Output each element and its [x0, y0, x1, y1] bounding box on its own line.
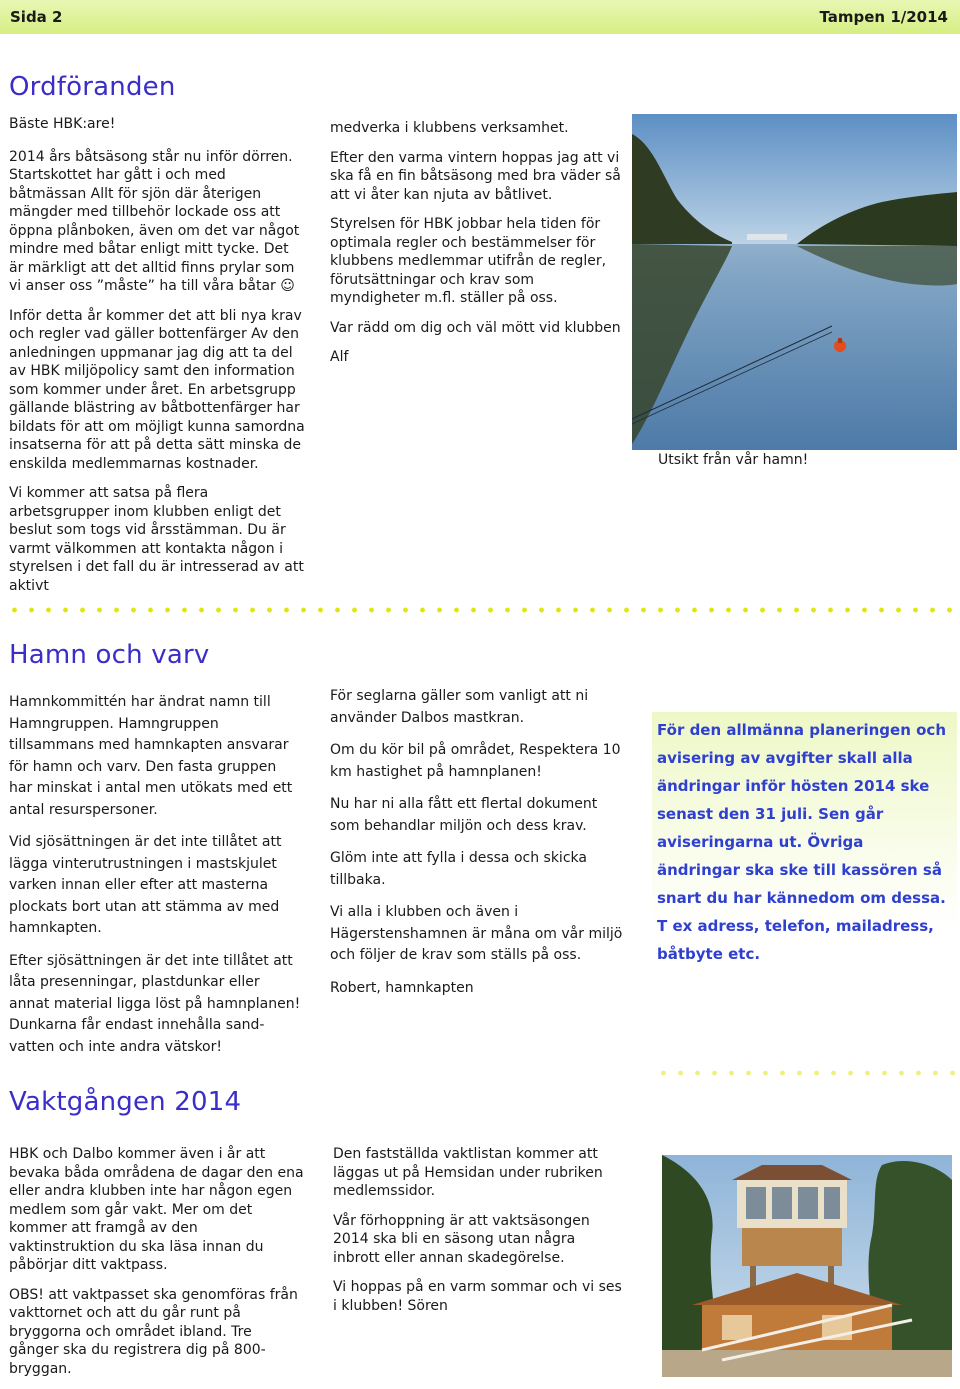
- section-title-ordforanden: Ordföranden: [9, 72, 176, 102]
- vakt-column-2: [333, 1145, 623, 1326]
- paragraph: Vi alla i klubben och även i Hägerstenshamnen är måna om vår miljö och följer de krav som ställs på oss.: [330, 904, 623, 963]
- hamn-column-2: [330, 686, 626, 1010]
- paragraph: Nu har ni alla fått ett flertal dokument som behandlar miljön och dess krav.: [330, 796, 598, 834]
- hamn-column-1: [9, 692, 303, 1069]
- dotted-divider: [6, 607, 958, 613]
- watchtower-photo: [662, 1155, 952, 1377]
- paragraph: Vid sjösättningen är det inte tillåtet att lägga vinterutrustningen i mastskjulet varken innan eller efter att masterna plockats bort utan att stämma av med hamnkapten.: [9, 834, 282, 936]
- issue-label: Tampen 1/2014: [819, 8, 948, 26]
- section-title-hamn: Hamn och varv: [9, 640, 210, 670]
- harbor-photo: [632, 114, 957, 450]
- vakt-column-1: [9, 1145, 305, 1389]
- paragraph: Var rädd om dig och väl mött vid klubben: [330, 319, 621, 336]
- paragraph: Efter sjösättningen är det inte tillåtet att låta presenningar, plastdunkar eller annat material ligga löst på hamnplanen! Dunkarna får endast innehålla sand-vatten och inte andra vätskor!: [9, 952, 301, 1055]
- ordforanden-column-1: [9, 115, 305, 606]
- signature: Robert, hamnkapten: [330, 979, 474, 996]
- signature: Alf: [330, 349, 349, 365]
- section-title-vakt: Vaktgången 2014: [9, 1087, 242, 1117]
- paragraph: Om du kör bil på området, Respektera 10 km hastighet på hamnplanen!: [330, 742, 621, 780]
- paragraph: Vi hoppas på en varm sommar och vi ses i klubben! Sören: [333, 1279, 622, 1314]
- paragraph: Inför detta år kommer det att bli nya krav och regler vad gäller bottenfärger Av den anledningen uppmanar jag dig att ta del av HBK miljöpolicy samt den information som kommer under året. En arbetsgrupp gällande blästring av båtbottenfärger har bildats för att om möjligt kunna samordna insatserna för att på detta sätt minska de enskilda medlemmarnas kostnader.: [9, 307, 305, 472]
- page-header: [0, 0, 960, 34]
- paragraph: 2014 års båtsäsong står nu inför dörren. Startskottet har gått i och med båtmässan Allt för sjön där återigen mängder med tillbehör lockade oss att öppna plånboken, även om det var något mindre med båtar enligt mitt tycke. Det är märkligt att det alltid finns prylar som vi anser oss ”måste” ha till våra båtar ☺: [9, 148, 300, 294]
- paragraph: Den fastställda vaktlistan kommer att läggas ut på Hemsidan under rubriken medlemssidor.: [333, 1146, 603, 1199]
- ordforanden-column-2: [330, 119, 625, 378]
- callout-text: För den allmänna planeringen och avisering av avgifter skall alla ändringar inför hösten 2014 ske senast den 31 juli. Sen går aviseringarna ut. Övriga ändringar ska ske till kassören så snart du har kännedom om dessa. T ex adress, telefon, mailadress, båtbyte etc.: [657, 721, 946, 963]
- paragraph: Hamnkommittén har ändrat namn till Hamngruppen. Hamngruppen tillsammans med hamnkapten ansvarar för hamn och varv. Den fasta gruppen har minskat i antal men utökats med ett antal resurspersoner.: [9, 694, 293, 818]
- paragraph: medverka i klubbens verksamhet.: [330, 120, 569, 136]
- photo-caption: Utsikt från vår hamn!: [658, 452, 809, 468]
- paragraph: Vi kommer att satsa på flera arbetsgrupper inom klubben enligt det beslut som togs vid årsstämman. Du är varmt välkommen att kontakta någon i styrelsen i det fall du är intresserad av att aktivt: [9, 485, 304, 594]
- callout-box: [652, 712, 957, 1070]
- paragraph: Efter den varma vintern hoppas jag att vi ska få en fin båtsäsong med bra väder så att vi åter kan njuta av båtlivet.: [330, 149, 621, 203]
- greeting: Bäste HBK:are!: [9, 116, 116, 132]
- paragraph: För seglarna gäller som vanligt att ni använder Dalbos mastkran.: [330, 688, 589, 726]
- dotted-divider: [655, 1070, 957, 1076]
- paragraph: HBK och Dalbo kommer även i år att bevaka båda områdena de dagar den ena eller andra klubben inte har någon egen medlem som går vakt. Mer om det kommer att framgå av den vaktinstruktion du ska läsa innan du påbörjar ditt vaktpass.: [9, 1146, 304, 1273]
- paragraph: OBS! att vaktpasset ska genomföras från vakttornet och att du går runt på bryggorna och området ibland. Tre gånger ska du registrera dig på 800-bryggan.: [9, 1286, 298, 1377]
- paragraph: Styrelsen för HBK jobbar hela tiden för optimala regler och bestämmelser för klubbens medlemmar utifrån de regler, förutsättningar och krav som myndigheter m.fl. ställer på oss.: [330, 216, 607, 306]
- page-number: Sida 2: [10, 8, 63, 26]
- paragraph: Vår förhoppning är att vaktsäsongen 2014 ska bli en säsong utan några inbrott eller annan skadegörelse.: [333, 1212, 590, 1266]
- paragraph: Glöm inte att fylla i dessa och skicka tillbaka.: [330, 850, 587, 888]
